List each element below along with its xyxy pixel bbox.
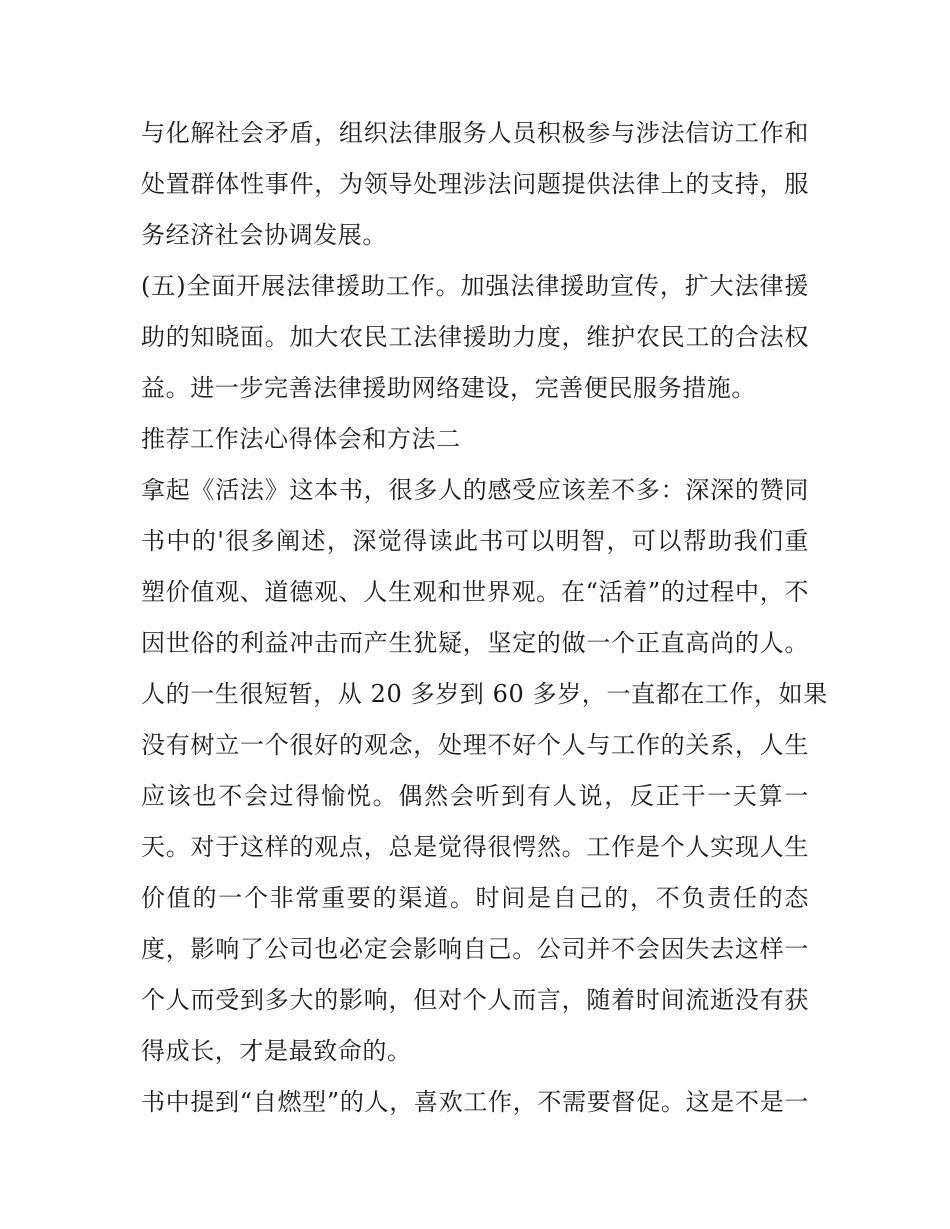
text-line: 度，影响了公司也必定会影响自己。公司并不会因失去这样一: [141, 935, 809, 963]
section-heading: 推荐工作法心得体会和方法二: [141, 425, 461, 453]
text-line: 助的知晓面。加大农民工法律援助力度，维护农民工的合法权: [141, 323, 809, 351]
text-line: 处置群体性事件，为领导处理涉法问题提供法律上的支持，服: [141, 170, 809, 198]
text-line: 得成长，才是最致命的。: [141, 1037, 412, 1065]
text-line: 塑价值观、道德观、人生观和世界观。在“活着”的过程中，不: [141, 578, 809, 606]
text-line: 书中的'很多阐述，深觉得读此书可以明智，可以帮助我们重: [141, 527, 809, 555]
text-line: 应该也不会过得愉悦。偶然会听到有人说，反正干一天算一: [141, 782, 809, 810]
text-line: 因世俗的利益冲击而产生犹疑，坚定的做一个正直高尚的人。: [141, 629, 809, 657]
text-line: 没有树立一个很好的观念，处理不好个人与工作的关系，人生: [141, 731, 809, 759]
text-line: 与化解社会矛盾，组织法律服务人员积极参与涉法信访工作和: [141, 119, 809, 147]
text-line: 天。对于这样的观点，总是觉得很愕然。工作是个人实现人生: [141, 833, 809, 861]
text-line: 书中提到“自燃型”的人，喜欢工作，不需要督促。这是不是一: [141, 1088, 809, 1116]
text-line: (五)全面开展法律援助工作。加强法律援助宣传，扩大法律援: [141, 272, 809, 300]
text-line: 益。进一步完善法律援助网络建设，完善便民服务措施。: [141, 374, 756, 402]
text-line: 个人而受到多大的影响，但对个人而言，随着时间流逝没有获: [141, 986, 809, 1014]
text-line: 价值的一个非常重要的渠道。时间是自己的，不负责任的态: [141, 884, 809, 912]
text-line: 人的一生很短暂，从 20 多岁到 60 多岁，一直都在工作，如果: [141, 680, 828, 708]
text-line: 拿起《活法》这本书，很多人的感受应该差不多：深深的赞同: [141, 476, 809, 504]
body-text: [141, 108, 831, 1128]
text-line: 务经济社会协调发展。: [141, 221, 387, 249]
